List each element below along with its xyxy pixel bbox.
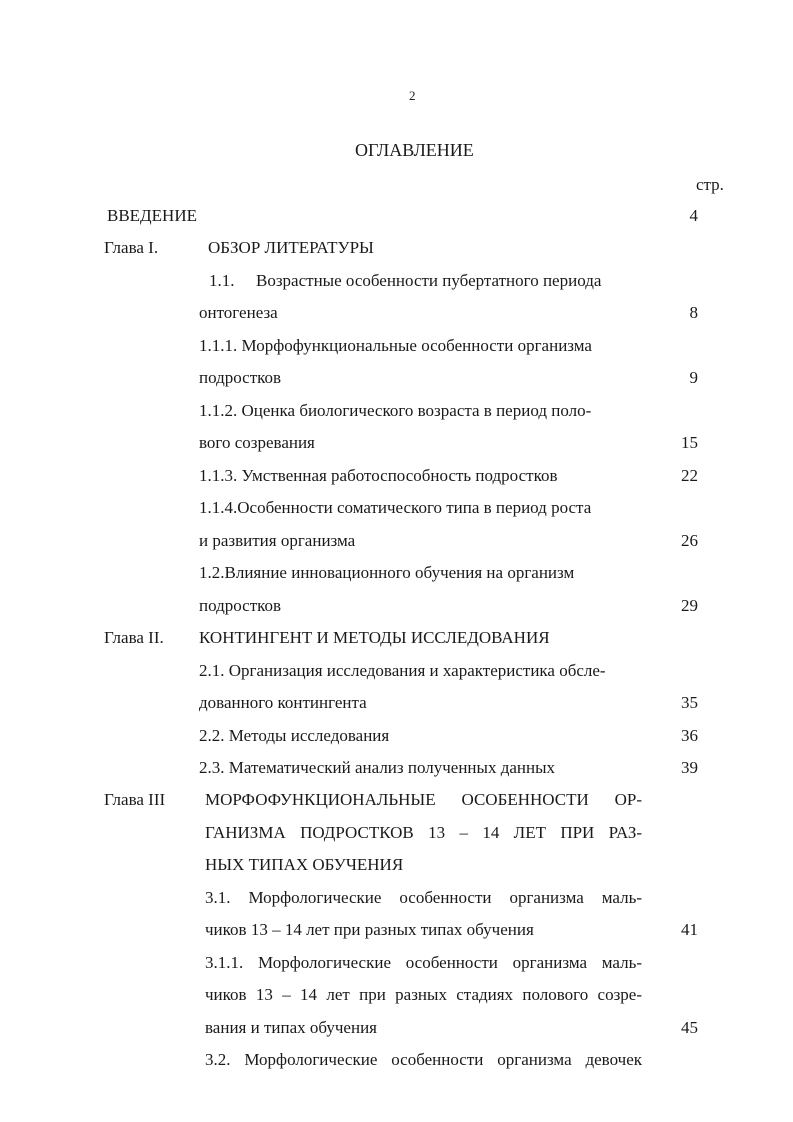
toc-entry-1-2-page: 29 xyxy=(681,596,698,615)
toc-entry-2-1-line1[interactable]: 2.1. Организация исследования и характеристика обсле- xyxy=(199,661,606,680)
toc-entry-2-2-page: 36 xyxy=(681,726,698,745)
chapter-3-title-line2[interactable]: ГАНИЗМА ПОДРОСТКОВ 13 – 14 ЛЕТ ПРИ РАЗ- xyxy=(205,823,642,842)
toc-entry-1-1-line1[interactable]: Возрастные особенности пубертатного периода xyxy=(256,271,602,290)
toc-entry-intro-page: 4 xyxy=(689,206,698,225)
chapter-1-title[interactable]: ОБЗОР ЛИТЕРАТУРЫ xyxy=(208,238,374,257)
chapter-3-label: Глава III xyxy=(104,790,166,809)
toc-entry-1-2-line1[interactable]: 1.2.Влияние инновационного обучения на организм xyxy=(199,563,575,582)
toc-entry-2-1-line2[interactable]: дованного контингента xyxy=(199,693,367,712)
toc-entry-3-1-line2[interactable]: чиков 13 – 14 лет при разных типах обучения xyxy=(205,920,534,939)
toc-entry-3-1-page: 41 xyxy=(681,920,698,939)
toc-entry-1-1-page: 8 xyxy=(689,303,698,322)
chapter-2-title[interactable]: КОНТИНГЕНТ И МЕТОДЫ ИССЛЕДОВАНИЯ xyxy=(199,628,550,647)
toc-entry-2-3-line1[interactable]: 2.3. Математический анализ полученных данных xyxy=(199,758,556,777)
page-column-header: стр. xyxy=(696,175,724,194)
toc-entry-1-1-1-line2[interactable]: подростков xyxy=(199,368,282,387)
toc-title: ОГЛАВЛЕНИЕ xyxy=(355,140,474,160)
chapter-3-title-line1[interactable]: МОРФОФУНКЦИОНАЛЬНЫЕ ОСОБЕННОСТИ ОР- xyxy=(205,790,642,809)
toc-entry-1-1-2-page: 15 xyxy=(681,433,698,452)
toc-entry-1-1-2-line1[interactable]: 1.1.2. Оценка биологического возраста в период поло- xyxy=(199,401,592,420)
toc-entry-1-1-4-line2[interactable]: и развития организма xyxy=(199,531,356,550)
toc-entry-3-2-line1[interactable]: 3.2. Морфологические особенности организма девочек xyxy=(205,1050,642,1069)
toc-entry-3-1-1-line2[interactable]: чиков 13 – 14 лет при разных стадиях полового созре- xyxy=(205,985,642,1004)
chapter-2-label: Глава II. xyxy=(104,628,164,647)
toc-entry-1-2-line2[interactable]: подростков xyxy=(199,596,282,615)
toc-entry-3-1-1-page: 45 xyxy=(681,1018,698,1037)
toc-entry-1-1-1-line1[interactable]: 1.1.1. Морфофункциональные особенности организма xyxy=(199,336,592,355)
toc-entry-2-3-page: 39 xyxy=(681,758,698,777)
toc-entry-1-1-number: 1.1. xyxy=(209,271,235,290)
toc-entry-1-1-2-line2[interactable]: вого созревания xyxy=(199,433,315,452)
chapter-1-label: Глава I. xyxy=(104,238,159,257)
toc-entry-3-1-1-line1[interactable]: 3.1.1. Морфологические особенности организма маль- xyxy=(205,953,642,972)
toc-entry-1-1-line2[interactable]: онтогенеза xyxy=(199,303,278,322)
toc-entry-1-1-4-page: 26 xyxy=(681,531,698,550)
toc-entry-1-1-3-line1[interactable]: 1.1.3. Умственная работоспособность подростков xyxy=(199,466,558,485)
toc-entry-2-2-line1[interactable]: 2.2. Методы исследования xyxy=(199,726,390,745)
toc-entry-1-1-3-page: 22 xyxy=(681,466,698,485)
toc-entry-1-1-4-line1[interactable]: 1.1.4.Особенности соматического типа в период роста xyxy=(199,498,592,517)
toc-entry-3-1-line1[interactable]: 3.1. Морфологические особенности организма маль- xyxy=(205,888,642,907)
toc-entry-3-1-1-line3[interactable]: вания и типах обучения xyxy=(205,1018,377,1037)
chapter-3-title-line3[interactable]: НЫХ ТИПАХ ОБУЧЕНИЯ xyxy=(205,855,404,874)
toc-entry-1-1-1-page: 9 xyxy=(689,368,698,387)
page-number: 2 xyxy=(409,88,416,103)
toc-entry-2-1-page: 35 xyxy=(681,693,698,712)
toc-entry-intro[interactable]: ВВЕДЕНИЕ xyxy=(107,206,197,225)
